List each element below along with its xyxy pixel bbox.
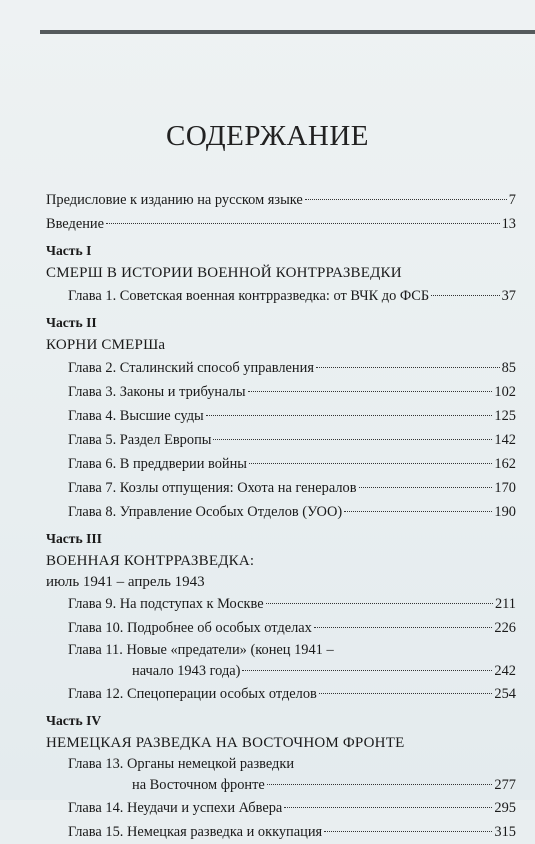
table-of-contents <box>46 188 516 844</box>
chapter-page: 315 <box>494 824 516 840</box>
leader-dots <box>106 223 500 224</box>
chapter-entry <box>46 616 516 640</box>
chapter-entry-line1: Глава 13. Органы немецкой разведки <box>68 756 295 772</box>
chapter-page: 125 <box>494 408 516 424</box>
leader-dots <box>316 367 500 368</box>
chapter-entry-line2 <box>46 774 516 796</box>
leader-dots <box>319 693 493 694</box>
leader-dots <box>431 295 500 296</box>
toc-entry-text: Введение <box>46 216 105 232</box>
chapter-entry <box>46 476 516 500</box>
part-label: Часть II <box>46 315 97 330</box>
chapter-page: 277 <box>494 777 516 793</box>
leader-dots <box>248 391 493 392</box>
part-label: Часть III <box>46 531 102 546</box>
chapter-entry <box>46 356 516 380</box>
chapter-entry <box>46 428 516 452</box>
chapter-text: Глава 14. Неудачи и успехи Абвера <box>68 800 283 816</box>
chapter-page: 254 <box>494 686 516 702</box>
toc-entry-introduction <box>46 212 516 236</box>
chapter-text: начало 1943 года) <box>132 663 241 679</box>
chapter-entry <box>46 592 516 616</box>
toc-entry-text: Предисловие к изданию на русском языке <box>46 192 303 208</box>
chapter-text: Глава 4. Высшие суды <box>68 408 204 424</box>
toc-entry-preface <box>46 188 516 212</box>
chapter-text: Глава 6. В преддверии войны <box>68 456 247 472</box>
part-title: ВОЕННАЯ КОНТРРАЗВЕДКА: <box>46 553 255 569</box>
chapter-page: 85 <box>501 360 516 376</box>
toc-entry-page: 13 <box>501 216 516 232</box>
chapter-text: Глава 12. Спецоперации особых отделов <box>68 686 317 702</box>
chapter-page: 211 <box>494 596 516 612</box>
toc-entry-page: 7 <box>508 192 516 208</box>
leader-dots <box>344 511 492 512</box>
leader-dots <box>284 807 492 808</box>
chapter-entry <box>46 500 516 524</box>
chapter-page: 295 <box>494 800 516 816</box>
page-title: СОДЕРЖАНИЕ <box>166 120 369 152</box>
chapter-text: Глава 2. Сталинский способ управления <box>68 360 314 376</box>
leader-dots <box>267 784 493 785</box>
chapter-page: 162 <box>494 456 516 472</box>
chapter-text: Глава 7. Козлы отпущения: Охота на генералов <box>68 480 357 496</box>
leader-dots <box>242 670 492 671</box>
part-title: СМЕРШ В ИСТОРИИ ВОЕННОЙ КОНТРРАЗВЕДКИ <box>46 265 402 281</box>
leader-dots <box>213 439 492 440</box>
chapter-text: Глава 1. Советская военная контрразведка: от ВЧК до ФСБ <box>68 288 430 304</box>
chapter-page: 242 <box>494 663 516 679</box>
chapter-text: Глава 5. Раздел Европы <box>68 432 212 448</box>
chapter-page: 102 <box>494 384 516 400</box>
part-title: КОРНИ СМЕРШа <box>46 337 166 353</box>
chapter-entry <box>46 380 516 404</box>
chapter-page: 226 <box>494 620 516 636</box>
leader-dots <box>359 487 493 488</box>
chapter-entry <box>46 682 516 706</box>
chapter-text: Глава 10. Подробнее об особых отделах <box>68 620 312 636</box>
chapter-text: Глава 3. Законы и трибуналы <box>68 384 246 400</box>
chapter-entry <box>46 820 516 844</box>
chapter-page: 37 <box>501 288 516 304</box>
chapter-text: на Восточном фронте <box>132 777 265 793</box>
chapter-entry <box>46 452 516 476</box>
chapter-page: 170 <box>494 480 516 496</box>
leader-dots <box>249 463 492 464</box>
part-label: Часть I <box>46 243 92 258</box>
chapter-entry-line2 <box>46 660 516 682</box>
chapter-entry-line1: Глава 11. Новые «предатели» (конец 1941 – <box>68 642 334 658</box>
leader-dots <box>305 199 507 200</box>
chapter-text: Глава 15. Немецкая разведка и оккупация <box>68 824 323 840</box>
chapter-entry <box>46 404 516 428</box>
part-label: Часть IV <box>46 713 102 728</box>
chapter-text: Глава 8. Управление Особых Отделов (УОО) <box>68 504 343 520</box>
chapter-text: Глава 9. На подступах к Москве <box>68 596 264 612</box>
top-rule <box>40 30 535 34</box>
chapter-page: 190 <box>494 504 516 520</box>
leader-dots <box>324 831 492 832</box>
part-title: НЕМЕЦКАЯ РАЗВЕДКА НА ВОСТОЧНОМ ФРОНТЕ <box>46 735 405 751</box>
part-subtitle: июль 1941 – апрель 1943 <box>46 574 205 590</box>
leader-dots <box>206 415 493 416</box>
leader-dots <box>266 603 493 604</box>
chapter-page: 142 <box>494 432 516 448</box>
chapter-entry <box>46 284 516 308</box>
leader-dots <box>314 627 493 628</box>
